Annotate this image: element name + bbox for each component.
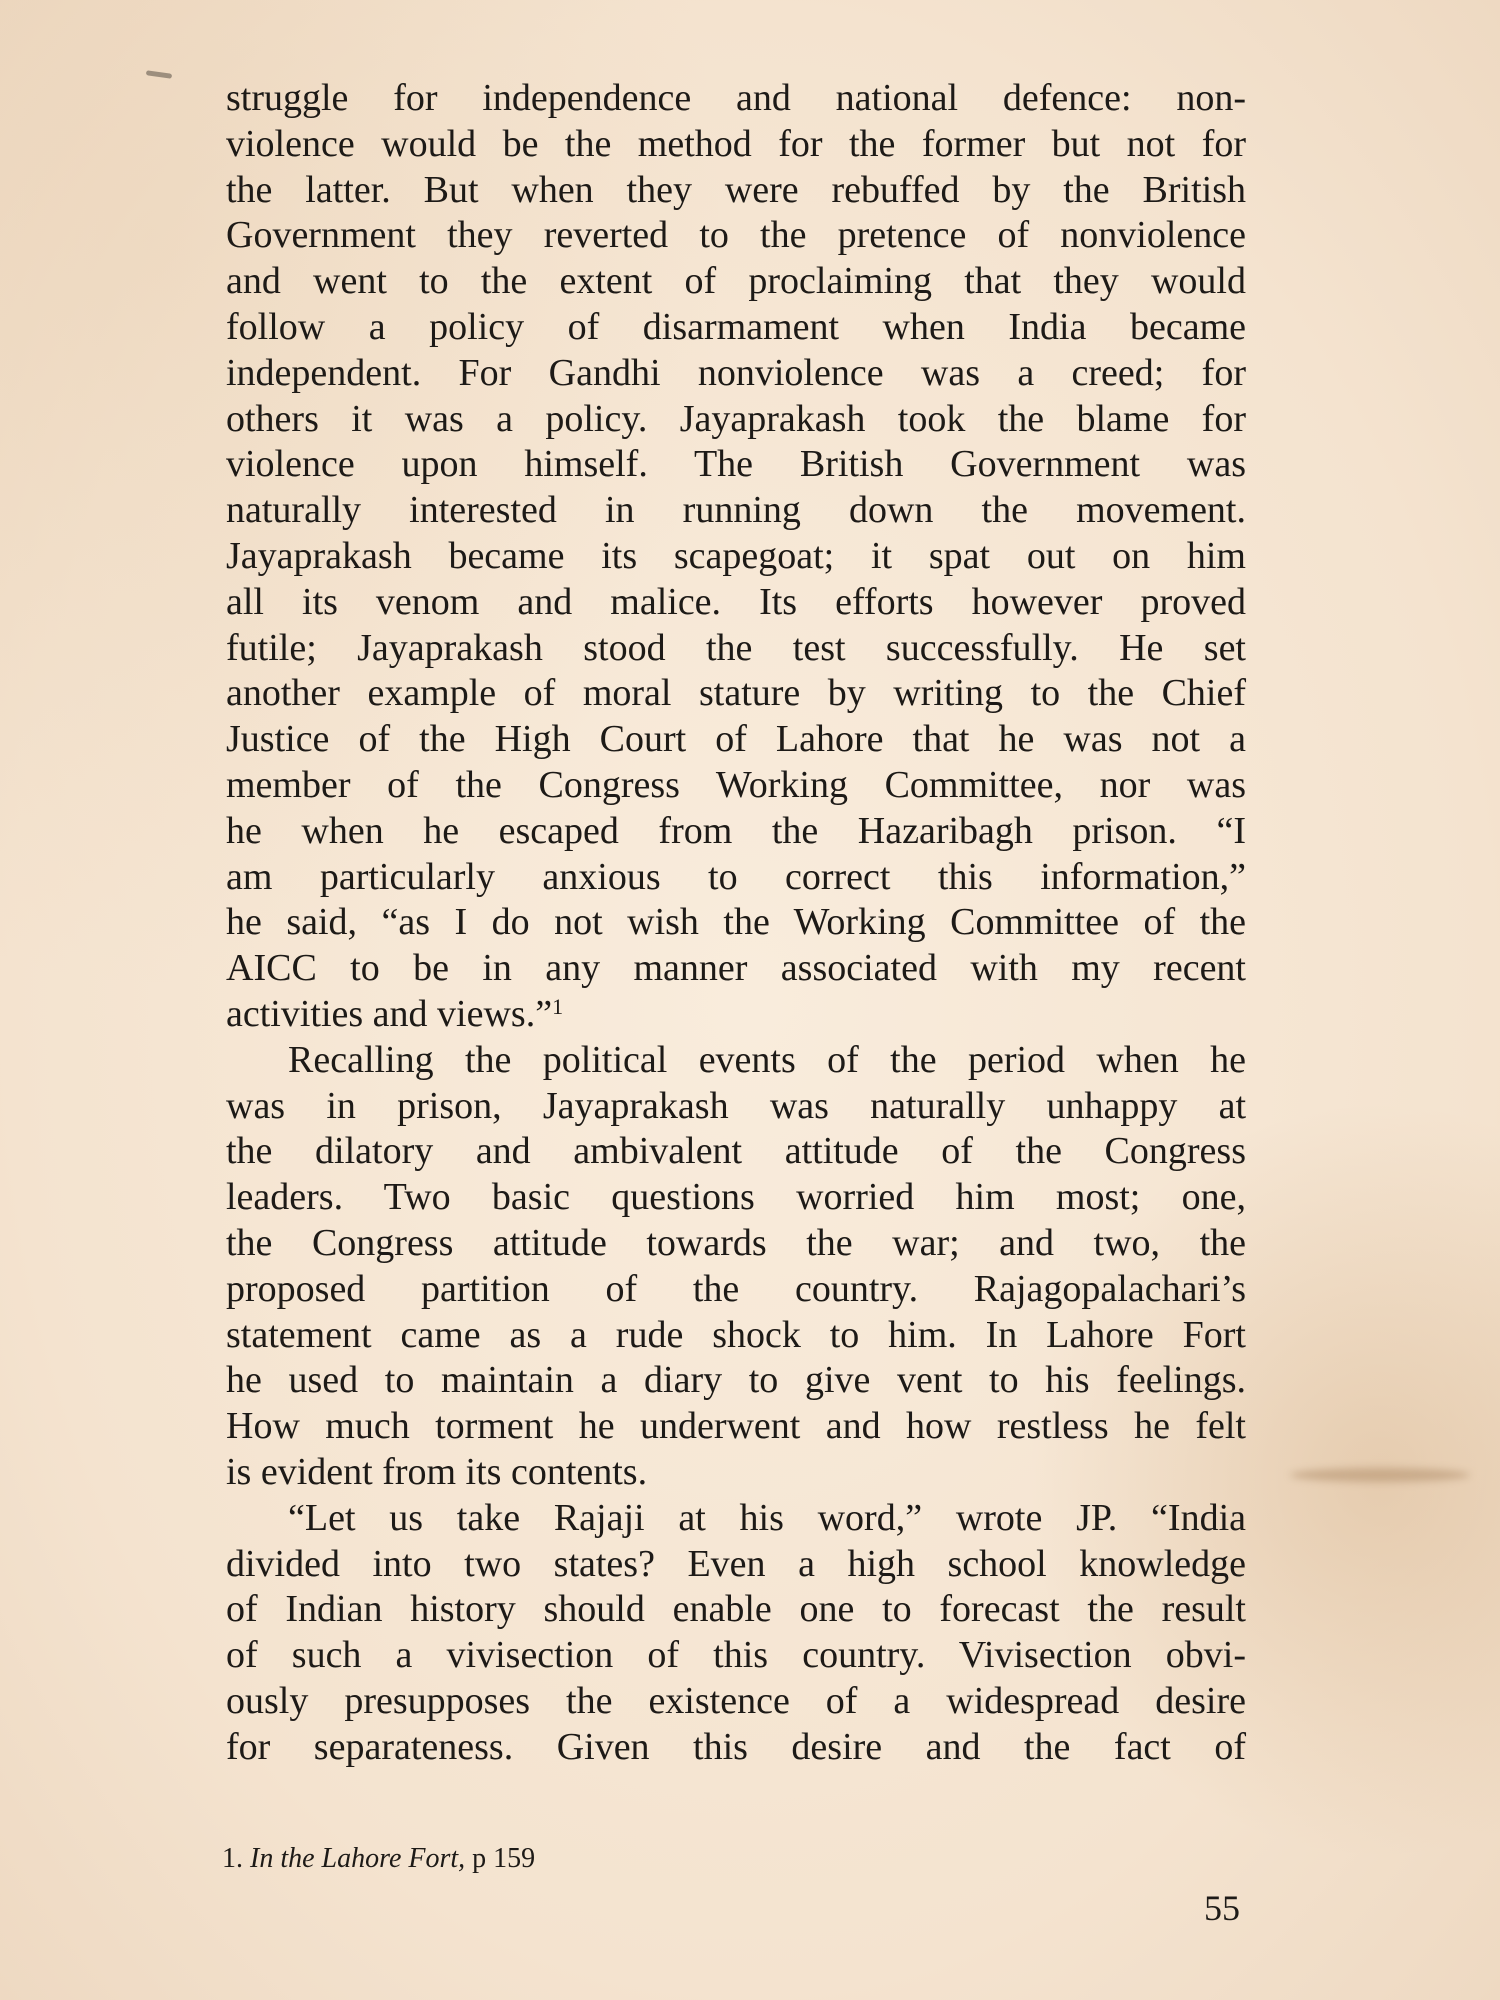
text-line: and went to the extent of proclaiming that they would xyxy=(226,260,1246,303)
text-line: Government they reverted to the pretence of nonviolence xyxy=(226,214,1246,257)
text-line: he used to maintain a diary to give vent to his feelings. xyxy=(226,1359,1246,1402)
text-line: violence upon himself. The British Government was xyxy=(226,443,1246,486)
text-line: Jayaprakash became its scapegoat; it spat out on him xyxy=(226,534,1246,577)
text-line: is evident from its contents. xyxy=(226,1450,648,1493)
text-line: was in prison, Jayaprakash was naturally unhappy at xyxy=(226,1084,1246,1127)
text-line: AICC to be in any manner associated with my recent xyxy=(226,947,1246,990)
text-line: Justice of the High Court of Lahore that he was not a xyxy=(226,718,1246,761)
footnote xyxy=(222,1843,535,1875)
text-line: ously presupposes the existence of a widespread desire xyxy=(226,1679,1246,1722)
footnote-title: In the Lahore Fort, xyxy=(250,1843,466,1874)
body-text xyxy=(226,76,1246,1770)
text-line: member of the Congress Working Committee, nor was xyxy=(226,763,1246,806)
text-line: follow a policy of disarmament when India became xyxy=(226,305,1246,348)
text-line: the Congress attitude towards the war; and two, the xyxy=(226,1221,1246,1264)
text-line: another example of moral stature by writing to the Chief xyxy=(226,672,1246,715)
text-line: he when he escaped from the Hazaribagh prison. “I xyxy=(226,809,1246,852)
text-line: independent. For Gandhi nonviolence was a creed; for xyxy=(226,351,1246,394)
text-line: struggle for independence and national defence: non- xyxy=(226,77,1246,119)
text-line: divided into two states? Even a high school knowledge xyxy=(226,1542,1246,1585)
text-line: leaders. Two basic questions worried him most; one, xyxy=(226,1176,1246,1219)
text-line: How much torment he underwent and how restless he felt xyxy=(226,1405,1246,1448)
text-line: am particularly anxious to correct this information,” xyxy=(226,855,1246,898)
text-line: others it was a policy. Jayaprakash took the blame for xyxy=(226,397,1246,440)
text-line: of such a vivisection of this country. Vivisection obvi- xyxy=(226,1634,1246,1677)
text-line: naturally interested in running down the movement. xyxy=(226,489,1246,532)
paper-stain xyxy=(1290,1468,1470,1482)
text-line: statement came as a rude shock to him. In Lahore Fort xyxy=(226,1313,1246,1356)
text-line: the latter. But when they were rebuffed by the British xyxy=(226,168,1246,211)
text-line: proposed partition of the country. Rajagopalachari’s xyxy=(226,1267,1246,1310)
text-line: futile; Jayaprakash stood the test successfully. He set xyxy=(226,626,1246,669)
text-line xyxy=(226,992,1246,1038)
footnote-page: p 159 xyxy=(472,1843,536,1874)
text-line: Recalling the political events of the period when he xyxy=(288,1038,1246,1081)
text-line: the dilatory and ambivalent attitude of the Congress xyxy=(226,1130,1246,1173)
text-line: for separateness. Given this desire and the fact of xyxy=(226,1725,1246,1768)
page-number: 55 xyxy=(1204,1888,1240,1928)
footnote-reference[interactable]: 1 xyxy=(552,993,564,1019)
text-line: he said, “as I do not wish the Working Committee of the xyxy=(226,901,1246,944)
footnote-number: 1. xyxy=(222,1843,243,1874)
text-line: “Let us take Rajaji at his word,” wrote JP. “India xyxy=(288,1496,1246,1539)
text-line: of Indian history should enable one to forecast the result xyxy=(226,1588,1246,1631)
text-line: all its venom and malice. Its efforts however proved xyxy=(226,580,1246,623)
text-line: violence would be the method for the former but not for xyxy=(226,122,1246,165)
text-line-content: activities and views.” xyxy=(226,992,553,1035)
paper-mark xyxy=(146,70,172,79)
